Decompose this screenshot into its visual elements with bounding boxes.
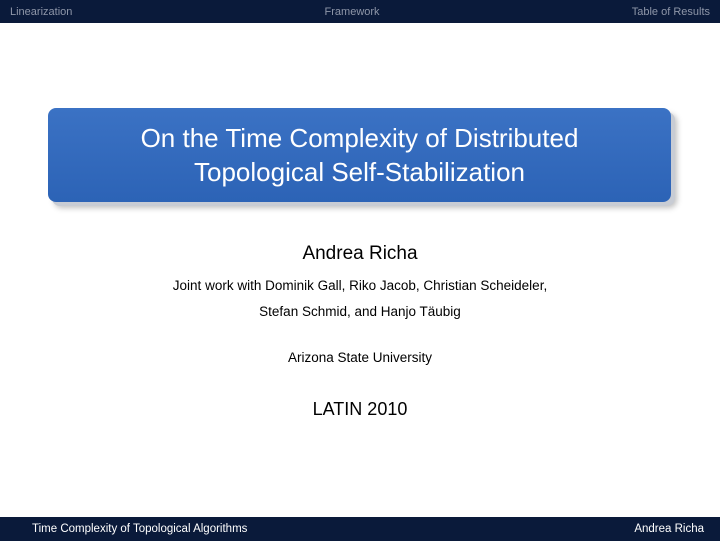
- title-line-2: Topological Self-Stabilization: [194, 157, 525, 187]
- nav-link-table-of-results[interactable]: Table of Results: [631, 5, 710, 18]
- top-navigation-bar: [0, 0, 720, 23]
- coauthors-line-1: Joint work with Dominik Gall, Riko Jacob, Christian Scheideler,: [172, 278, 548, 293]
- title-line-1: On the Time Complexity of Distributed: [140, 123, 579, 153]
- nav-link-framework[interactable]: Framework: [324, 5, 380, 18]
- author-name: Andrea Richa: [302, 243, 418, 264]
- coauthors-line-2: Stefan Schmid, and Hanjo Täubig: [259, 304, 461, 319]
- institution: Arizona State University: [287, 350, 433, 365]
- conference: LATIN 2010: [312, 399, 408, 419]
- slide-content: [0, 23, 720, 517]
- title-box: [48, 108, 671, 202]
- nav-link-linearization[interactable]: Linearization: [10, 5, 73, 18]
- footer-bar: [0, 517, 720, 541]
- footer-talk-title: Time Complexity of Topological Algorithms: [32, 523, 248, 535]
- footer-author: Andrea Richa: [634, 523, 704, 535]
